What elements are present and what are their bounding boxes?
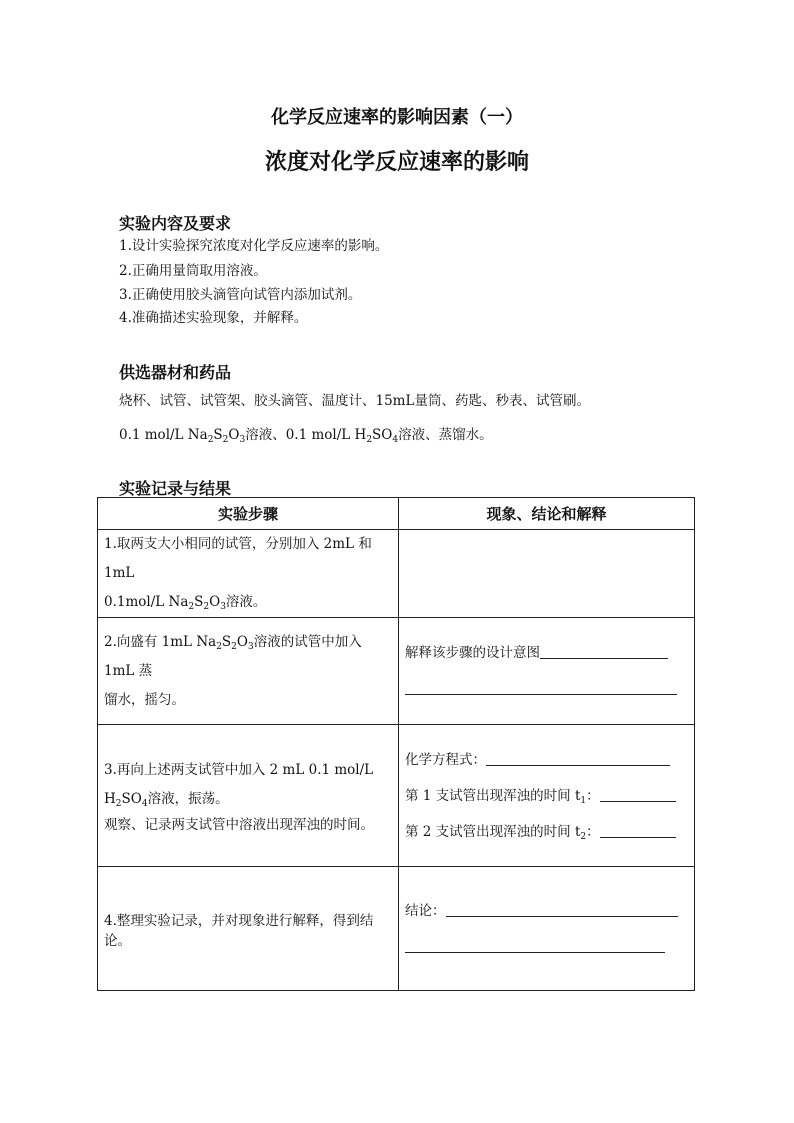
step-4-cell: 4.整理实验记录，并对现象进行解释，得到结论。 — [98, 867, 399, 991]
answer-blank[interactable] — [540, 644, 668, 659]
equation-blank[interactable] — [486, 751, 670, 766]
step-1-result-cell[interactable] — [399, 530, 695, 618]
table-header-row — [98, 498, 695, 530]
col-header-results: 现象、结论和解释 — [399, 498, 695, 530]
page-title: 化学反应速率的影响因素（一） — [271, 107, 523, 128]
requirement-item: 3.正确使用胶头滴管向试管内添加试剂。 — [119, 287, 362, 303]
conclusion-blank[interactable] — [446, 902, 678, 917]
requirement-item: 1.设计实验探究浓度对化学反应速率的影响。 — [119, 238, 389, 254]
requirement-item: 4.准确描述实验现象，并解释。 — [119, 310, 308, 326]
col-header-steps: 实验步骤 — [98, 498, 399, 530]
answer-blank[interactable] — [405, 680, 677, 695]
table-row — [98, 530, 695, 618]
record-heading: 实验记录与结果 — [119, 479, 232, 498]
step-2-result-cell: 解释该步骤的设计意图 — [399, 618, 695, 725]
page-subtitle: 浓度对化学反应速率的影响 — [264, 150, 529, 175]
requirements-heading: 实验内容及要求 — [119, 214, 232, 233]
step-1-cell: 1.取两支大小相同的试管，分别加入 2mL 和 1mL 0.1mol/L $Na_2S_2O_3$溶液。 — [98, 530, 399, 618]
step-3-result-cell: 化学方程式： 第 1 支试管出现浑浊的时间 $t_1$： 第 2 支试管出现浑浊的时间 $t_2$： — [399, 725, 695, 867]
step-3-cell: 3.再向上述两支试管中加入 2 mL 0.1 mol/L $H_2SO_4$溶液，振荡。 观察、记录两支试管中溶液出现浑浊的时间。 — [98, 725, 399, 867]
table-row — [98, 618, 695, 725]
step-4-result-cell: 结论： — [399, 867, 695, 991]
conclusion-blank[interactable] — [405, 938, 665, 953]
table-row — [98, 725, 695, 867]
equipment-list: 烧杯、试管、试管架、胶头滴管、温度计、15mL量筒、药匙、秒表、试管刷。 — [119, 393, 590, 409]
time-t1-blank[interactable] — [600, 787, 676, 802]
requirement-item: 2.正确用量筒取用溶液。 — [119, 263, 267, 279]
step-2-cell: 2.向盛有 1mL $Na_2S_2O_3$溶液的试管中加入 1mL 蒸 馏水，摇匀。 — [98, 618, 399, 725]
time-t2-blank[interactable] — [600, 823, 676, 838]
record-table — [97, 497, 695, 991]
table-row — [98, 867, 695, 991]
materials-heading: 供选器材和药品 — [119, 363, 232, 382]
reagent-list: 0.1 mol/L $Na_2S_2O_3$溶液、0.1 mol/L $H_2SO_4$溶液、蒸馏水。 — [119, 427, 493, 445]
